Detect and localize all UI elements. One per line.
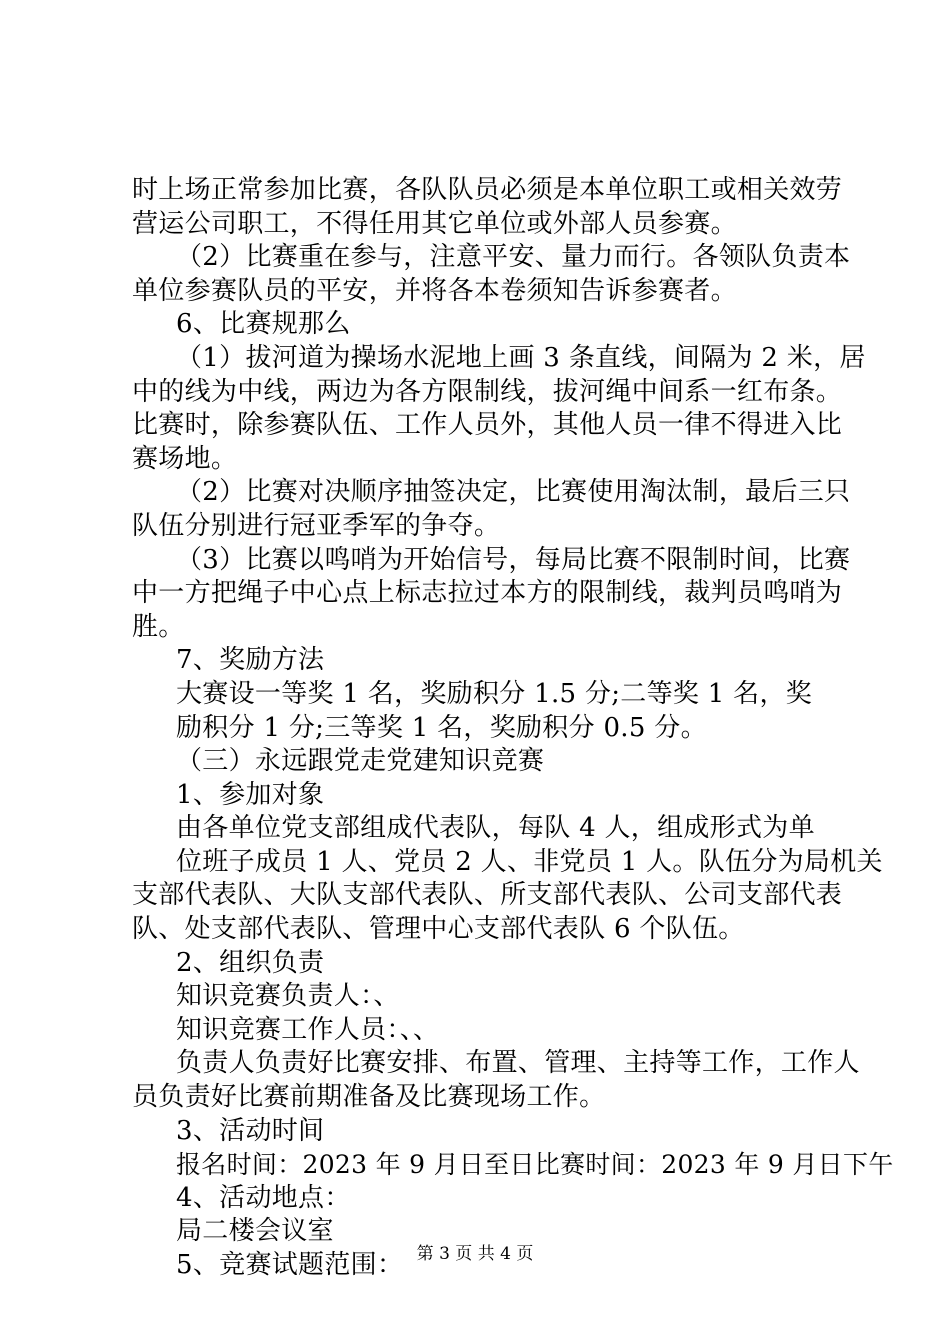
text-line: 由各单位党支部组成代表队，每队 4 人，组成形式为单 [176,813,815,844]
text-line: 员负责好比赛前期准备及比赛现场工作。 [132,1082,606,1113]
text-line: 4、活动地点： [176,1182,351,1213]
text-line: （3）比赛以鸣哨为开始信号，每局比赛不限制时间，比赛 [176,544,851,575]
text-line: 局二楼会议室 [176,1216,334,1247]
text-line: 中的线为中线，两边为各方限制线，拔河绳中间系一红布条。 [132,376,843,407]
text-line: 知识竞赛工作人员：、、 [176,1014,440,1045]
text-line: 队、处支部代表队、管理中心支部代表队 6 个队伍。 [132,914,745,945]
text-line: 负责人负责好比赛安排、布置、管理、主持等工作，工作人 [176,1048,860,1079]
document-body [132,174,894,1283]
text-line: （2）比赛对决顺序抽签决定，比赛使用淘汰制，最后三只 [176,477,851,508]
text-line: 6、比赛规那么 [176,309,351,340]
text-line: 单位参赛队员的平安，并将各本卷须知告诉参赛者。 [132,275,737,306]
text-line: （1）拔河道为操场水泥地上画 3 条直线，间隔为 2 米，居 [176,342,866,373]
text-line: 7、奖励方法 [176,645,325,676]
text-line: （2）比赛重在参与，注意平安、量力而行。各领队负责本 [176,242,851,273]
text-line: 赛场地。 [132,443,238,474]
text-line: 比赛时，除参赛队伍、工作人员外，其他人员一律不得进入比 [132,410,843,441]
text-line: 中一方把绳子中心点上标志拉过本方的限制线，裁判员鸣哨为 [132,578,843,609]
text-line: 5、竞赛试题范围： [176,1250,404,1280]
text-line: 励积分 1 分;三等奖 1 名，奖励积分 0.5 分。 [176,712,707,743]
text-line: 报名时间：2023 年 9 月日至日比赛时间：2023 年 9 月日下午 [176,1150,894,1180]
text-line: 1、参加对象 [176,779,325,810]
text-line: 知识竞赛负责人：、 [176,981,400,1012]
text-line: 2、组织负责 [176,947,325,978]
page-footer: 第 3 页 共 4 页 [416,1244,534,1264]
text-line: 时上场正常参加比赛，各队队员必须是本单位职工或相关效劳 [132,175,843,205]
text-line: （三）永远跟党走党建知识竞赛 [176,746,545,777]
text-line: 位班子成员 1 人、党员 2 人、非党员 1 人。队伍分为局机关 [176,846,883,877]
text-line: 队伍分别进行冠亚季军的争夺。 [132,510,501,541]
text-line: 支部代表队、大队支部代表队、所支部代表队、公司支部代表 [132,880,843,911]
text-line: 大赛设一等奖 1 名，奖励积分 1.5 分;二等奖 1 名，奖 [176,678,813,709]
text-line: 3、活动时间 [176,1115,325,1146]
text-line: 胜。 [132,611,185,642]
text-line: 营运公司职工，不得任用其它单位或外部人员参赛。 [132,208,737,239]
